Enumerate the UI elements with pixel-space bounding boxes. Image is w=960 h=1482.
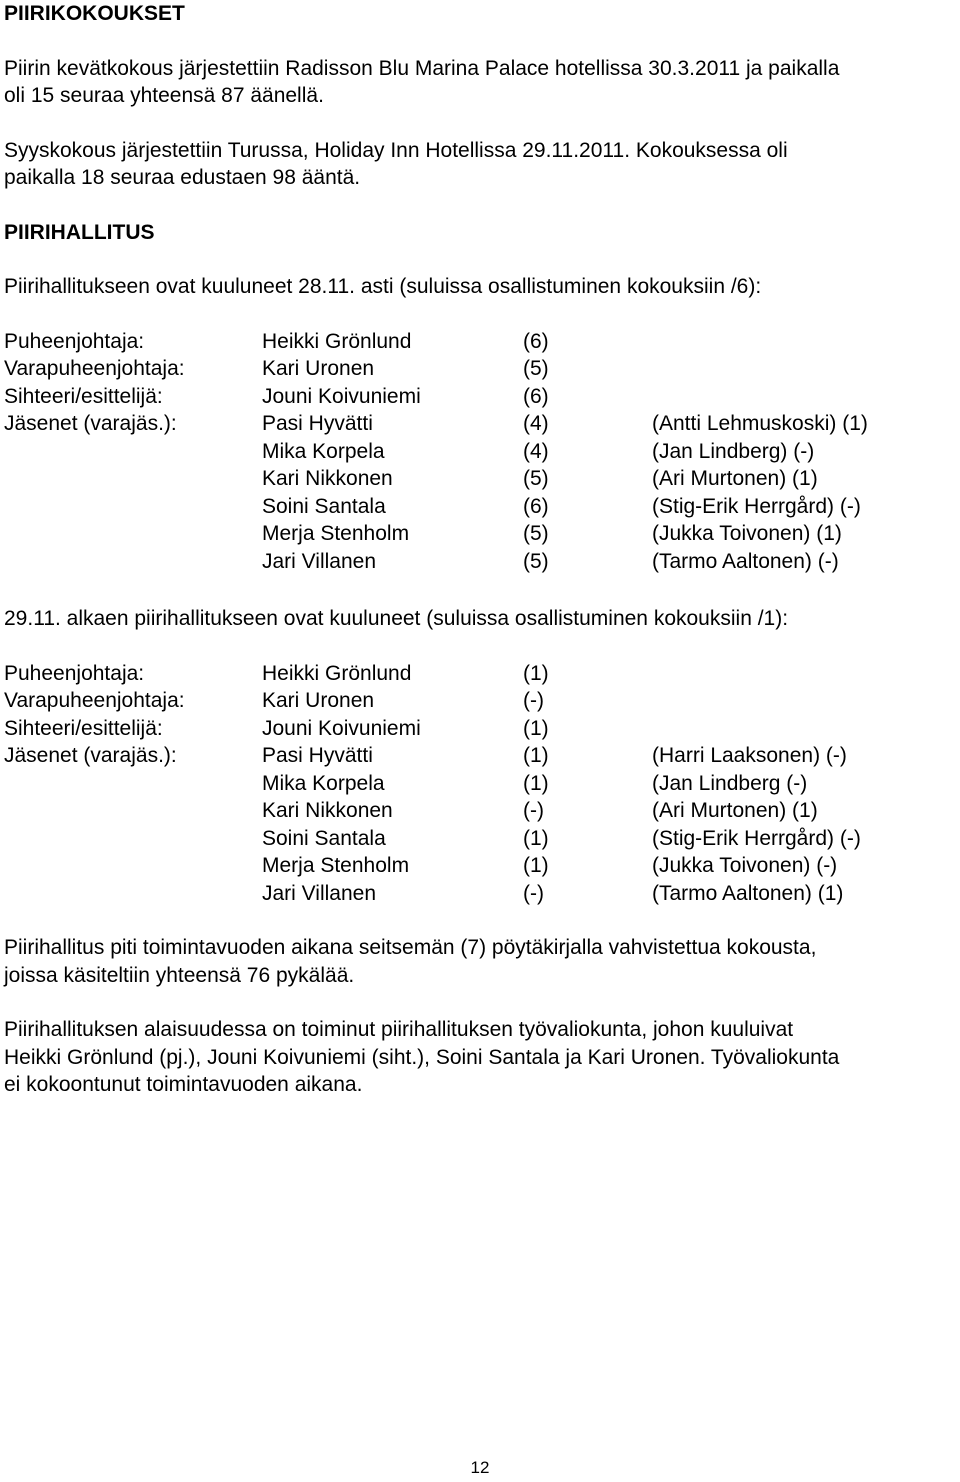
table-row (4, 548, 954, 576)
heading-piirihallitus: PIIRIHALLITUS (4, 220, 155, 244)
role-cell: Sihteeri/esittelijä: (4, 716, 163, 740)
attendance-cell: (-) (523, 689, 544, 712)
table-row (4, 852, 954, 880)
autumn-meeting-paragraph (4, 137, 954, 192)
table-row (4, 355, 954, 383)
role-cell: Varapuheenjohtaja: (4, 357, 185, 380)
deputy-cell: (Jukka Toivonen) (-) (652, 854, 838, 877)
attendance-cell: (1) (523, 661, 549, 685)
name-cell: Kari Uronen (262, 357, 375, 380)
table-row (4, 438, 954, 466)
table-row (4, 742, 954, 770)
document-page (4, 0, 954, 1099)
name-cell: Soini Santala (262, 494, 386, 518)
attendance-cell: (-) (523, 799, 544, 822)
deputy-cell: (Jan Lindberg (-) (652, 771, 808, 795)
table-row (4, 520, 954, 548)
attendance-cell: (-) (523, 881, 544, 905)
table-row (4, 660, 954, 688)
name-cell: Jouni Koivuniemi (262, 716, 421, 740)
deputy-cell: (Stig-Erik Herrgård) (-) (652, 494, 861, 518)
name-cell: Kari Nikkonen (262, 799, 393, 822)
deputy-cell: (Antti Lehmuskoski) (1) (652, 412, 868, 435)
name-cell: Heikki Grönlund (262, 329, 412, 353)
name-cell: Jouni Koivuniemi (262, 384, 421, 408)
deputy-cell: (Ari Murtonen) (1) (652, 799, 818, 822)
deputy-cell: (Jukka Toivonen) (1) (652, 522, 842, 545)
deputy-cell: (Harri Laaksonen) (-) (652, 744, 847, 767)
attendance-cell: (6) (523, 494, 549, 518)
table-row (4, 328, 954, 356)
name-cell: Mika Korpela (262, 771, 385, 795)
role-cell: Puheenjohtaja: (4, 329, 145, 353)
meetings-paragraph (4, 934, 954, 989)
attendance-cell: (1) (523, 826, 549, 850)
text-line: Heikki Grönlund (pj.), Jouni Koivuniemi (siht.), Soini Santala ja Kari Uronen. Työvaliokunta (4, 1045, 840, 1069)
heading-piirikokoukset: PIIRIKOKOUKSET (4, 2, 185, 25)
text-line: paikalla 18 seuraa edustaen 98 ääntä. (4, 166, 361, 189)
attendance-cell: (5) (523, 357, 549, 380)
role-cell: Puheenjohtaja: (4, 661, 145, 685)
attendance-cell: (4) (523, 412, 549, 435)
name-cell: Jari Villanen (262, 549, 377, 573)
deputy-cell: (Jan Lindberg) (-) (652, 439, 815, 463)
name-cell: Pasi Hyvätti (262, 412, 373, 435)
table-row (4, 825, 954, 853)
attendance-cell: (6) (523, 384, 549, 408)
table-row (4, 383, 954, 411)
deputy-cell: (Tarmo Aaltonen) (-) (652, 549, 839, 573)
role-cell: Jäsenet (varajäs.): (4, 744, 177, 767)
table-row (4, 880, 954, 908)
text-line: joissa käsiteltiin yhteensä 76 pykälää. (4, 963, 355, 987)
text-line: oli 15 seuraa yhteensä 87 äänellä. (4, 84, 324, 107)
text-line: Syyskokous järjestettiin Turussa, Holiday Inn Hotellissa 29.11.2011. Kokouksessa oli (4, 138, 788, 162)
attendance-cell: (4) (523, 439, 549, 463)
table-row (4, 770, 954, 798)
attendance-cell: (1) (523, 744, 549, 767)
spring-meeting-paragraph (4, 55, 954, 110)
name-cell: Mika Korpela (262, 439, 385, 463)
name-cell: Kari Nikkonen (262, 467, 393, 490)
deputy-cell: (Stig-Erik Herrgård) (-) (652, 826, 861, 850)
page-number: 12 (470, 1458, 490, 1477)
attendance-cell: (5) (523, 549, 549, 573)
table-row (4, 797, 954, 825)
attendance-cell: (6) (523, 329, 549, 353)
name-cell: Merja Stenholm (262, 854, 410, 877)
role-cell: Sihteeri/esittelijä: (4, 384, 163, 408)
deputy-cell: (Ari Murtonen) (1) (652, 467, 818, 490)
deputy-cell: (Tarmo Aaltonen) (1) (652, 881, 844, 905)
attendance-cell: (1) (523, 854, 549, 877)
table-row (4, 715, 954, 743)
table-row (4, 465, 954, 493)
attendance-cell: (1) (523, 771, 549, 795)
attendance-cell: (1) (523, 716, 549, 740)
name-cell: Heikki Grönlund (262, 661, 412, 685)
name-cell: Pasi Hyvätti (262, 744, 373, 767)
board1-table (4, 328, 954, 576)
role-cell: Varapuheenjohtaja: (4, 689, 185, 712)
table-row (4, 493, 954, 521)
name-cell: Soini Santala (262, 826, 386, 850)
role-cell: Jäsenet (varajäs.): (4, 412, 177, 435)
text-line: Piirihallitus piti toimintavuoden aikana seitsemän (7) pöytäkirjalla vahvistettua kokousta, (4, 936, 817, 959)
text-line: Piirin kevätkokous järjestettiin Radisson Blu Marina Palace hotellissa 30.3.2011 ja paikalla (4, 56, 840, 80)
name-cell: Kari Uronen (262, 689, 375, 712)
text-line: ei kokoontunut toimintavuoden aikana. (4, 1073, 363, 1096)
table-row (4, 687, 954, 715)
name-cell: Merja Stenholm (262, 522, 410, 545)
board2-table (4, 660, 954, 908)
board2-intro: 29.11. alkaen piirihallitukseen ovat kuuluneet (suluissa osallistuminen kokouksiin /1): (4, 607, 789, 630)
attendance-cell: (5) (523, 522, 549, 545)
name-cell: Jari Villanen (262, 881, 377, 905)
attendance-cell: (5) (523, 467, 549, 490)
committee-paragraph (4, 1016, 954, 1099)
board1-intro: Piirihallitukseen ovat kuuluneet 28.11. asti (suluissa osallistuminen kokouksiin /6): (4, 275, 762, 298)
text-line: Piirihallituksen alaisuudessa on toiminut piirihallituksen työvaliokunta, johon kuuluivat (4, 1018, 794, 1041)
table-row (4, 410, 954, 438)
